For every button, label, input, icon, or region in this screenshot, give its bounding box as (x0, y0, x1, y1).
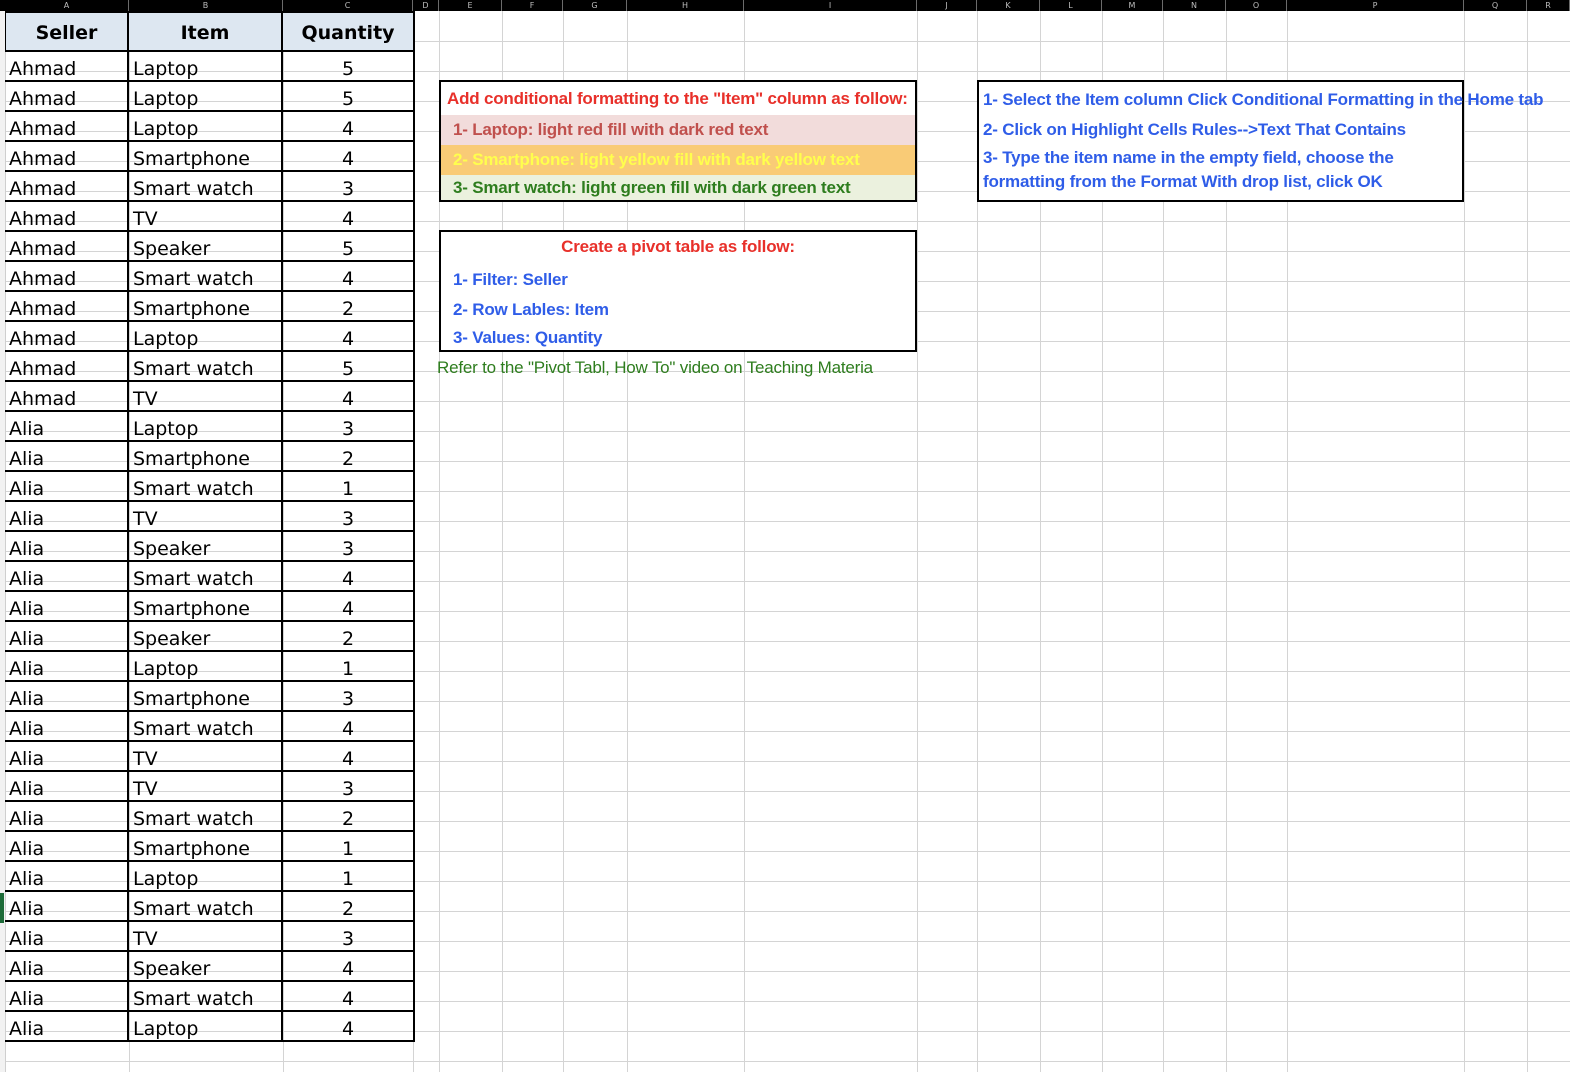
header-quantity[interactable]: Quantity (283, 11, 415, 52)
item-cell[interactable]: Speaker (129, 532, 283, 562)
seller-cell[interactable]: Ahmad (5, 382, 129, 412)
quantity-cell[interactable]: 4 (283, 982, 415, 1012)
quantity-cell[interactable]: 4 (283, 112, 415, 142)
quantity-cell[interactable]: 4 (283, 322, 415, 352)
laptop-rule-line[interactable]: 1- Laptop: light red fill with dark red text (441, 115, 915, 145)
item-cell[interactable]: Smart watch (129, 352, 283, 382)
seller-cell[interactable]: Ahmad (5, 112, 129, 142)
gridline-vertical (917, 11, 918, 1072)
seller-cell[interactable]: Alia (5, 832, 129, 862)
column-header-l[interactable]: L (1040, 0, 1102, 11)
quantity-cell[interactable]: 3 (283, 682, 415, 712)
gridline-horizontal (5, 1061, 1570, 1062)
seller-cell[interactable]: Alia (5, 442, 129, 472)
gridline-vertical (1464, 11, 1465, 1072)
item-cell[interactable]: Smart watch (129, 802, 283, 832)
seller-cell[interactable]: Alia (5, 712, 129, 742)
item-cell[interactable]: TV (129, 502, 283, 532)
item-cell[interactable]: Laptop (129, 652, 283, 682)
active-row-marker (0, 893, 4, 923)
item-cell[interactable]: TV (129, 772, 283, 802)
seller-cell[interactable]: Alia (5, 952, 129, 982)
quantity-cell[interactable]: 3 (283, 922, 415, 952)
item-cell[interactable]: Speaker (129, 952, 283, 982)
refer-note[interactable]: Refer to the "Pivot Tabl, How To" video on Teaching Materia (437, 358, 873, 377)
gridline-vertical (1527, 11, 1528, 1072)
quantity-cell[interactable]: 2 (283, 292, 415, 322)
item-cell[interactable]: Smartphone (129, 442, 283, 472)
item-cell[interactable]: Smartphone (129, 832, 283, 862)
item-cell[interactable]: Smart watch (129, 172, 283, 202)
item-cell[interactable]: Laptop (129, 862, 283, 892)
seller-cell[interactable]: Alia (5, 412, 129, 442)
seller-cell[interactable]: Ahmad (5, 52, 129, 82)
column-header-f[interactable]: F (502, 0, 563, 11)
pivot-values-line[interactable]: 3- Values: Quantity (453, 328, 603, 347)
item-cell[interactable]: Laptop (129, 112, 283, 142)
column-header-h[interactable]: H (627, 0, 744, 11)
seller-cell[interactable]: Alia (5, 592, 129, 622)
item-cell[interactable]: Smart watch (129, 982, 283, 1012)
seller-cell[interactable]: Alia (5, 622, 129, 652)
seller-cell[interactable]: Alia (5, 502, 129, 532)
column-header-d[interactable]: D (413, 0, 439, 11)
item-cell[interactable]: Smartphone (129, 142, 283, 172)
smartphone-rule-line[interactable]: 2- Smartphone: light yellow fill with dark yellow text (441, 145, 915, 175)
quantity-cell[interactable]: 1 (283, 652, 415, 682)
seller-cell[interactable]: Ahmad (5, 322, 129, 352)
seller-cell[interactable]: Ahmad (5, 292, 129, 322)
step-3-line-continued[interactable]: formatting from the Format With drop list, click OK (983, 172, 1383, 191)
quantity-cell[interactable]: 1 (283, 862, 415, 892)
column-header-c[interactable]: C (283, 0, 413, 11)
item-cell[interactable]: TV (129, 382, 283, 412)
seller-cell[interactable]: Alia (5, 1012, 129, 1042)
seller-cell[interactable]: Ahmad (5, 82, 129, 112)
quantity-cell[interactable]: 4 (283, 262, 415, 292)
seller-cell[interactable]: Ahmad (5, 262, 129, 292)
step-3-line[interactable]: 3- Type the item name in the empty field, choose the (983, 148, 1394, 167)
column-header-bar[interactable] (0, 0, 1570, 11)
quantity-cell[interactable]: 4 (283, 592, 415, 622)
item-cell[interactable]: Speaker (129, 622, 283, 652)
seller-cell[interactable]: Alia (5, 472, 129, 502)
quantity-cell[interactable]: 5 (283, 232, 415, 262)
seller-cell[interactable]: Alia (5, 682, 129, 712)
seller-cell[interactable]: Alia (5, 862, 129, 892)
quantity-cell[interactable]: 4 (283, 562, 415, 592)
column-header-j[interactable]: J (917, 0, 977, 11)
quantity-cell[interactable]: 5 (283, 352, 415, 382)
quantity-cell[interactable]: 4 (283, 712, 415, 742)
smartwatch-rule-line[interactable]: 3- Smart watch: light green fill with dark green text (441, 175, 915, 200)
seller-cell[interactable]: Alia (5, 652, 129, 682)
quantity-cell[interactable]: 5 (283, 82, 415, 112)
item-cell[interactable]: Smart watch (129, 562, 283, 592)
item-cell[interactable]: TV (129, 202, 283, 232)
step-1-line[interactable]: 1- Select the Item column Click Conditional Formatting in the Home tab (983, 90, 1544, 109)
pivot-table-title[interactable]: Create a pivot table as follow: (561, 237, 795, 256)
quantity-cell[interactable]: 2 (283, 622, 415, 652)
column-header-i[interactable]: I (744, 0, 917, 11)
quantity-cell[interactable]: 4 (283, 952, 415, 982)
seller-cell[interactable]: Alia (5, 922, 129, 952)
item-cell[interactable]: Smart watch (129, 472, 283, 502)
seller-cell[interactable]: Ahmad (5, 352, 129, 382)
column-header-r[interactable]: R (1527, 0, 1570, 11)
item-cell[interactable]: Laptop (129, 322, 283, 352)
column-header-k[interactable]: K (977, 0, 1040, 11)
quantity-cell[interactable]: 3 (283, 532, 415, 562)
item-cell[interactable]: Smartphone (129, 682, 283, 712)
item-cell[interactable]: Speaker (129, 232, 283, 262)
quantity-cell[interactable]: 5 (283, 52, 415, 82)
seller-cell[interactable]: Alia (5, 562, 129, 592)
column-header-e[interactable]: E (439, 0, 502, 11)
seller-cell[interactable]: Alia (5, 772, 129, 802)
quantity-cell[interactable]: 2 (283, 442, 415, 472)
quantity-cell[interactable]: 2 (283, 802, 415, 832)
column-header-p[interactable]: P (1287, 0, 1464, 11)
quantity-cell[interactable]: 4 (283, 742, 415, 772)
item-cell[interactable]: Laptop (129, 82, 283, 112)
quantity-cell[interactable]: 4 (283, 382, 415, 412)
column-header-o[interactable]: O (1226, 0, 1287, 11)
column-header-a[interactable]: A (5, 0, 129, 11)
header-item[interactable]: Item (129, 11, 283, 52)
seller-cell[interactable]: Ahmad (5, 142, 129, 172)
quantity-cell[interactable]: 3 (283, 172, 415, 202)
seller-cell[interactable]: Ahmad (5, 232, 129, 262)
column-header-g[interactable]: G (563, 0, 627, 11)
quantity-cell[interactable]: 2 (283, 892, 415, 922)
column-header-q[interactable]: Q (1464, 0, 1527, 11)
column-header-n[interactable]: N (1163, 0, 1226, 11)
seller-cell[interactable]: Alia (5, 892, 129, 922)
seller-cell[interactable]: Ahmad (5, 202, 129, 232)
step-2-line[interactable]: 2- Click on Highlight Cells Rules-->Text That Contains (983, 120, 1406, 139)
item-cell[interactable]: TV (129, 922, 283, 952)
pivot-filter-line[interactable]: 1- Filter: Seller (453, 270, 568, 289)
item-cell[interactable]: TV (129, 742, 283, 772)
quantity-cell[interactable]: 1 (283, 472, 415, 502)
conditional-formatting-title[interactable]: Add conditional formatting to the "Item" column as follow: (447, 89, 908, 108)
quantity-cell[interactable]: 1 (283, 832, 415, 862)
item-cell[interactable]: Laptop (129, 1012, 283, 1042)
seller-cell[interactable]: Alia (5, 742, 129, 772)
item-cell[interactable]: Smart watch (129, 712, 283, 742)
header-seller[interactable]: Seller (5, 11, 129, 52)
pivot-rows-line[interactable]: 2- Row Lables: Item (453, 300, 609, 319)
item-cell[interactable]: Smart watch (129, 892, 283, 922)
seller-cell[interactable]: Alia (5, 532, 129, 562)
quantity-cell[interactable]: 3 (283, 502, 415, 532)
item-cell[interactable]: Laptop (129, 52, 283, 82)
item-cell[interactable]: Smart watch (129, 262, 283, 292)
seller-cell[interactable]: Ahmad (5, 172, 129, 202)
quantity-cell[interactable]: 4 (283, 1012, 415, 1042)
quantity-cell[interactable]: 4 (283, 142, 415, 172)
pivot-table-box (439, 230, 917, 352)
item-cell[interactable]: Smartphone (129, 592, 283, 622)
conditional-formatting-box (439, 80, 917, 202)
quantity-cell[interactable]: 3 (283, 412, 415, 442)
seller-cell[interactable]: Alia (5, 802, 129, 832)
item-cell[interactable]: Smartphone (129, 292, 283, 322)
item-cell[interactable]: Laptop (129, 412, 283, 442)
seller-cell[interactable]: Alia (5, 982, 129, 1012)
column-header-m[interactable]: M (1102, 0, 1163, 11)
quantity-cell[interactable]: 3 (283, 772, 415, 802)
column-header-b[interactable]: B (129, 0, 283, 11)
quantity-cell[interactable]: 4 (283, 202, 415, 232)
